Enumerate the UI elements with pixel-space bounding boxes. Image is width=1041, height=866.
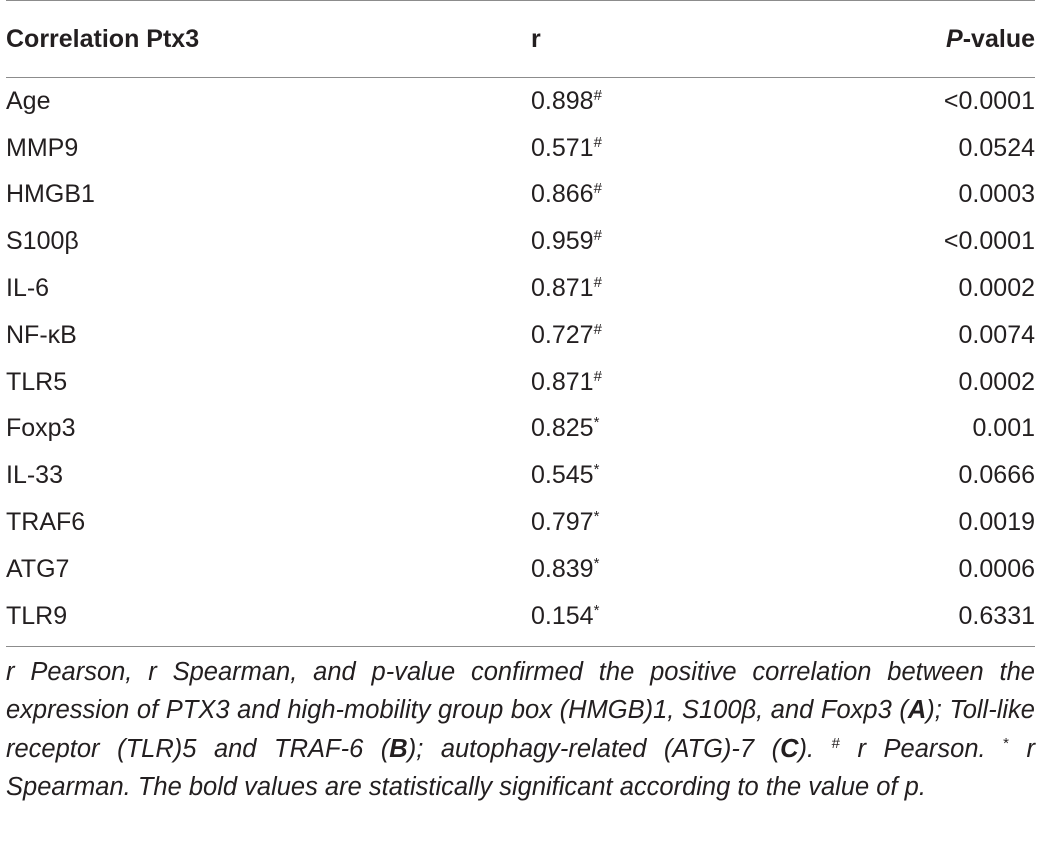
row-r-mark: * <box>593 601 600 619</box>
row-r-mark: # <box>593 274 602 292</box>
caption-panel-b: B <box>389 734 408 763</box>
row-r-cell <box>531 602 861 631</box>
row-variable-name: HMGB1 <box>6 180 95 209</box>
correlation-table <box>6 0 1035 807</box>
row-p-value: <0.0001 <box>943 227 1035 256</box>
row-r-mark: # <box>593 367 602 385</box>
table-row <box>6 78 1035 125</box>
caption-text-6: r Spearman. The bold values are statistically significant according to the value of p. <box>6 734 1036 802</box>
table-row <box>6 499 1035 546</box>
row-r-cell <box>531 134 861 163</box>
row-r-value: 0.898 <box>531 86 594 115</box>
row-variable-name: IL-6 <box>6 274 50 303</box>
row-r-value: 0.797 <box>531 508 594 537</box>
row-variable-name: Foxp3 <box>6 414 76 443</box>
row-r-mark: # <box>593 320 602 338</box>
row-p-value: 0.001 <box>972 414 1035 443</box>
row-variable-name: S100β <box>6 227 79 256</box>
row-p-value: <0.0001 <box>943 86 1035 115</box>
header-p-suffix: -value <box>962 24 1035 53</box>
caption-text-4: ). <box>798 734 832 763</box>
caption-panel-a: A <box>907 696 927 725</box>
row-r-cell <box>531 180 861 209</box>
row-p-value: 0.0524 <box>958 133 1035 162</box>
caption-text-2: ); Toll-like receptor (TLR)5 and TRAF-6 ( <box>6 696 1035 763</box>
row-r-mark: # <box>593 133 602 151</box>
row-r-cell <box>531 227 861 256</box>
row-variable-name: TRAF6 <box>6 508 86 537</box>
row-r-cell <box>531 414 861 443</box>
row-r-value: 0.839 <box>531 554 594 583</box>
row-r-value: 0.825 <box>531 414 594 443</box>
caption-text-1: r Pearson, r Spearman, and p-value confirmed the positive correlation between the expression of PTX3 and high-mobility group box (HMGB)1, S100β, and Foxp3 ( <box>6 657 1035 725</box>
row-r-mark: * <box>593 414 600 432</box>
row-r-value: 0.154 <box>531 601 594 630</box>
row-p-value: 0.6331 <box>958 601 1035 630</box>
caption-star-mark: * <box>1003 734 1009 752</box>
row-variable-name: ATG7 <box>6 554 70 583</box>
table-row <box>6 452 1035 499</box>
row-r-value: 0.866 <box>531 180 594 209</box>
row-r-value: 0.571 <box>531 133 594 162</box>
row-variable-name: MMP9 <box>6 133 79 162</box>
caption-hash-mark: # <box>831 734 840 752</box>
table-header-row <box>6 1 1035 77</box>
row-r-cell <box>531 368 861 397</box>
row-r-value: 0.871 <box>531 274 594 303</box>
row-r-value: 0.959 <box>531 227 594 256</box>
table-row <box>6 312 1035 359</box>
row-r-mark: # <box>593 86 602 104</box>
row-variable-name: NF-κB <box>6 320 77 349</box>
caption-text-5: r Pearson. <box>840 734 1004 763</box>
table-row <box>6 218 1035 265</box>
table-body <box>6 78 1035 646</box>
table-row <box>6 593 1035 640</box>
header-p-prefix: P <box>946 24 963 53</box>
row-p-value: 0.0074 <box>958 320 1035 349</box>
row-p-value: 0.0666 <box>958 461 1035 490</box>
row-p-value: 0.0006 <box>958 554 1035 583</box>
table-caption <box>6 647 1035 807</box>
header-p-value <box>861 25 1035 54</box>
row-r-mark: * <box>593 461 600 479</box>
row-r-value: 0.871 <box>531 367 594 396</box>
row-r-mark: # <box>593 180 602 198</box>
row-p-value: 0.0003 <box>958 180 1035 209</box>
table-row <box>6 265 1035 312</box>
row-p-value: 0.0002 <box>958 274 1035 303</box>
caption-text-3: ); autophagy-related (ATG)-7 ( <box>407 734 781 763</box>
header-r: r <box>531 24 541 53</box>
row-variable-name: TLR5 <box>6 367 68 396</box>
row-r-value: 0.545 <box>531 461 594 490</box>
row-r-cell <box>531 461 861 490</box>
row-r-mark: * <box>593 508 600 526</box>
row-variable-name: IL-33 <box>6 461 63 490</box>
row-r-cell <box>531 321 861 350</box>
row-variable-name: Age <box>6 86 51 115</box>
row-r-cell <box>531 87 861 116</box>
row-r-cell <box>531 555 861 584</box>
row-r-value: 0.727 <box>531 320 594 349</box>
caption-panel-c: C <box>780 734 799 763</box>
row-p-value: 0.0002 <box>958 367 1035 396</box>
row-r-mark: # <box>593 227 602 245</box>
table-row <box>6 546 1035 593</box>
table-row <box>6 125 1035 172</box>
row-variable-name: TLR9 <box>6 601 68 630</box>
table-row <box>6 359 1035 406</box>
table-row <box>6 406 1035 453</box>
row-p-value: 0.0019 <box>958 508 1035 537</box>
header-correlation: Correlation Ptx3 <box>6 24 200 53</box>
table-row <box>6 172 1035 219</box>
row-r-mark: * <box>593 554 600 572</box>
row-r-cell <box>531 274 861 303</box>
row-r-cell <box>531 508 861 537</box>
